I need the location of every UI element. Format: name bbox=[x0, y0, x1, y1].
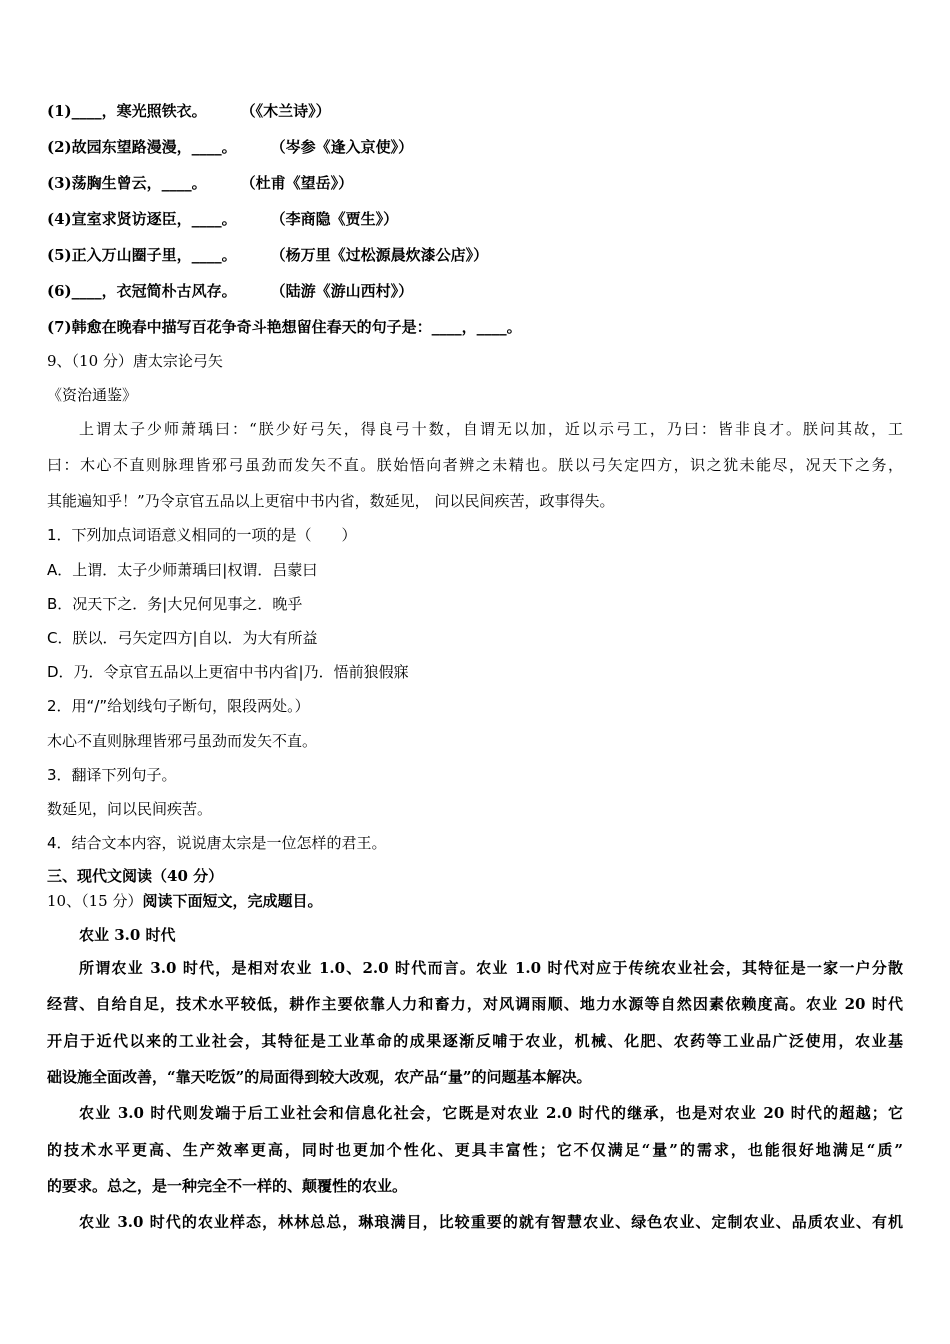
poem-text: 正入万山圈子里，____。 bbox=[71, 246, 237, 264]
poem-prefix: (2) bbox=[47, 138, 72, 156]
q9-item-4: 4．结合文本内容，说说唐太宗是一位怎样的君王。 bbox=[47, 834, 387, 852]
q9-option-c: C．朕以．弓矢定四方|自以．为大有所益 bbox=[47, 629, 318, 647]
q9-item-1: 1．下列加点词语意义相同的一项的是（ ） bbox=[47, 526, 357, 544]
q9-option-d: D．乃．令京官五品以上更宿中书内省|乃．悟前狼假寐 bbox=[47, 663, 409, 681]
poem-source: （杜甫《望岳》） bbox=[240, 174, 354, 192]
q10-instruction: 阅读下面短文，完成题目。 bbox=[142, 892, 323, 910]
poem-text: ____，寒光照铁衣。 bbox=[71, 102, 207, 120]
section-3-title: 三、现代文阅读（40 分） bbox=[47, 867, 224, 885]
poem-prefix: (1) bbox=[47, 102, 72, 120]
poem-prefix: (5) bbox=[47, 246, 72, 264]
q9-passage-line-3: 其能遍知乎！”乃令京官五品以上更宿中书内省，数延见， 问以民间疾苦，政事得失。 bbox=[47, 492, 615, 510]
q9-item-2: 2．用“/”给划线句子断句，限段两处。） bbox=[47, 697, 310, 715]
q9-source: 《资治通鉴》 bbox=[47, 386, 138, 404]
article-para-line-8: 农业 3.0 时代的农业样态，林林总总，琳琅满目，比较重要的就有智慧农业、绿色农业、定制农业、品质农业、有机 bbox=[79, 1213, 903, 1231]
poem-text: 荡胸生曾云，____。 bbox=[71, 174, 207, 192]
poem-prefix: (6) bbox=[47, 282, 72, 300]
article-title: 农业 3.0 时代 bbox=[79, 926, 176, 944]
poem-prefix: (4) bbox=[47, 210, 72, 228]
poem-source: （陆游《游山西村》） bbox=[270, 282, 414, 300]
poem-text: 韩愈在晚春中描写百花争奇斗艳想留住春天的句子是：____，____。 bbox=[71, 318, 522, 336]
poem-item-7 bbox=[47, 317, 522, 337]
q9-heading: 9、（10 分）唐太宗论弓矢 bbox=[47, 352, 223, 370]
poem-text: ____，衣冠简朴古风存。 bbox=[71, 282, 237, 300]
poem-source: （杨万里《过松源晨炊漆公店》） bbox=[270, 246, 489, 264]
article-para-line-3: 开启于近代以来的工业社会，其特征是工业革命的成果逐渐反哺于农业，机械、化肥、农药等工业品广泛使用，农业基 bbox=[47, 1032, 903, 1050]
article-para-line-7: 的要求。总之，是一种完全不一样的、颠覆性的农业。 bbox=[47, 1177, 408, 1195]
poem-item-5 bbox=[47, 245, 488, 265]
poem-item-4 bbox=[47, 209, 398, 229]
q9-item-2-sentence: 木心不直则脉理皆邪弓虽劲而发矢不直。 bbox=[47, 732, 318, 750]
poem-text: 故园东望路漫漫，____。 bbox=[71, 138, 237, 156]
article-para-line-5: 农业 3.0 时代则发端于后工业社会和信息化社会，它既是对农业 2.0 时代的继承，也是对农业 20 时代的超越；它 bbox=[79, 1104, 903, 1122]
article-para-line-4: 础设施全面改善，“靠天吃饭”的局面得到较大改观，农产品“量”的问题基本解决。 bbox=[47, 1068, 592, 1086]
poem-item-1 bbox=[47, 101, 331, 121]
poem-source: （岑参《逢入京使》） bbox=[270, 138, 414, 156]
poem-item-3 bbox=[47, 173, 353, 193]
poem-item-2 bbox=[47, 137, 413, 157]
q9-option-b: B．况天下之．务|大兄何见事之．晚乎 bbox=[47, 595, 303, 613]
poem-item-6 bbox=[47, 281, 413, 301]
q9-item-3-sentence: 数延见，问以民间疾苦。 bbox=[47, 800, 213, 818]
q9-option-a: A．上谓．太子少师萧瑀曰|权谓．吕蒙曰 bbox=[47, 561, 318, 579]
article-para-line-2: 经营、自给自足，技术水平较低，耕作主要依靠人力和畜力，对风调雨顺、地力水源等自然因素依赖度高。农业 20 时代 bbox=[47, 995, 903, 1013]
poem-source: （李商隐《贾生》） bbox=[270, 210, 399, 228]
q9-item-3: 3．翻译下列句子。 bbox=[47, 766, 177, 784]
q9-passage-line-1: 上谓太子少师萧瑀曰：“朕少好弓矢，得良弓十数，自谓无以加，近以示弓工，乃曰：皆非良才。朕问其故，工 bbox=[79, 420, 903, 438]
q10-heading bbox=[47, 891, 322, 911]
article-para-line-6: 的技术水平更高、生产效率更高，同时也更加个性化、更具丰富性；它不仅满足“量”的需求，也能很好地满足“质” bbox=[47, 1141, 903, 1159]
q10-number: 10、（15 分） bbox=[47, 892, 143, 910]
q9-passage-line-2: 曰：木心不直则脉理皆邪弓虽劲而发矢不直。朕始悟向者辨之未精也。朕以弓矢定四方，识之犹未能尽，况天下之务， bbox=[47, 456, 903, 474]
poem-text: 宣室求贤访逐臣，____。 bbox=[71, 210, 237, 228]
poem-prefix: (7) bbox=[47, 318, 72, 336]
poem-prefix: (3) bbox=[47, 174, 72, 192]
poem-source: （《木兰诗》） bbox=[240, 102, 331, 120]
article-para-line-1: 所谓农业 3.0 时代，是相对农业 1.0、2.0 时代而言。农业 1.0 时代对应于传统农业社会，其特征是一家一户分散 bbox=[79, 959, 903, 977]
